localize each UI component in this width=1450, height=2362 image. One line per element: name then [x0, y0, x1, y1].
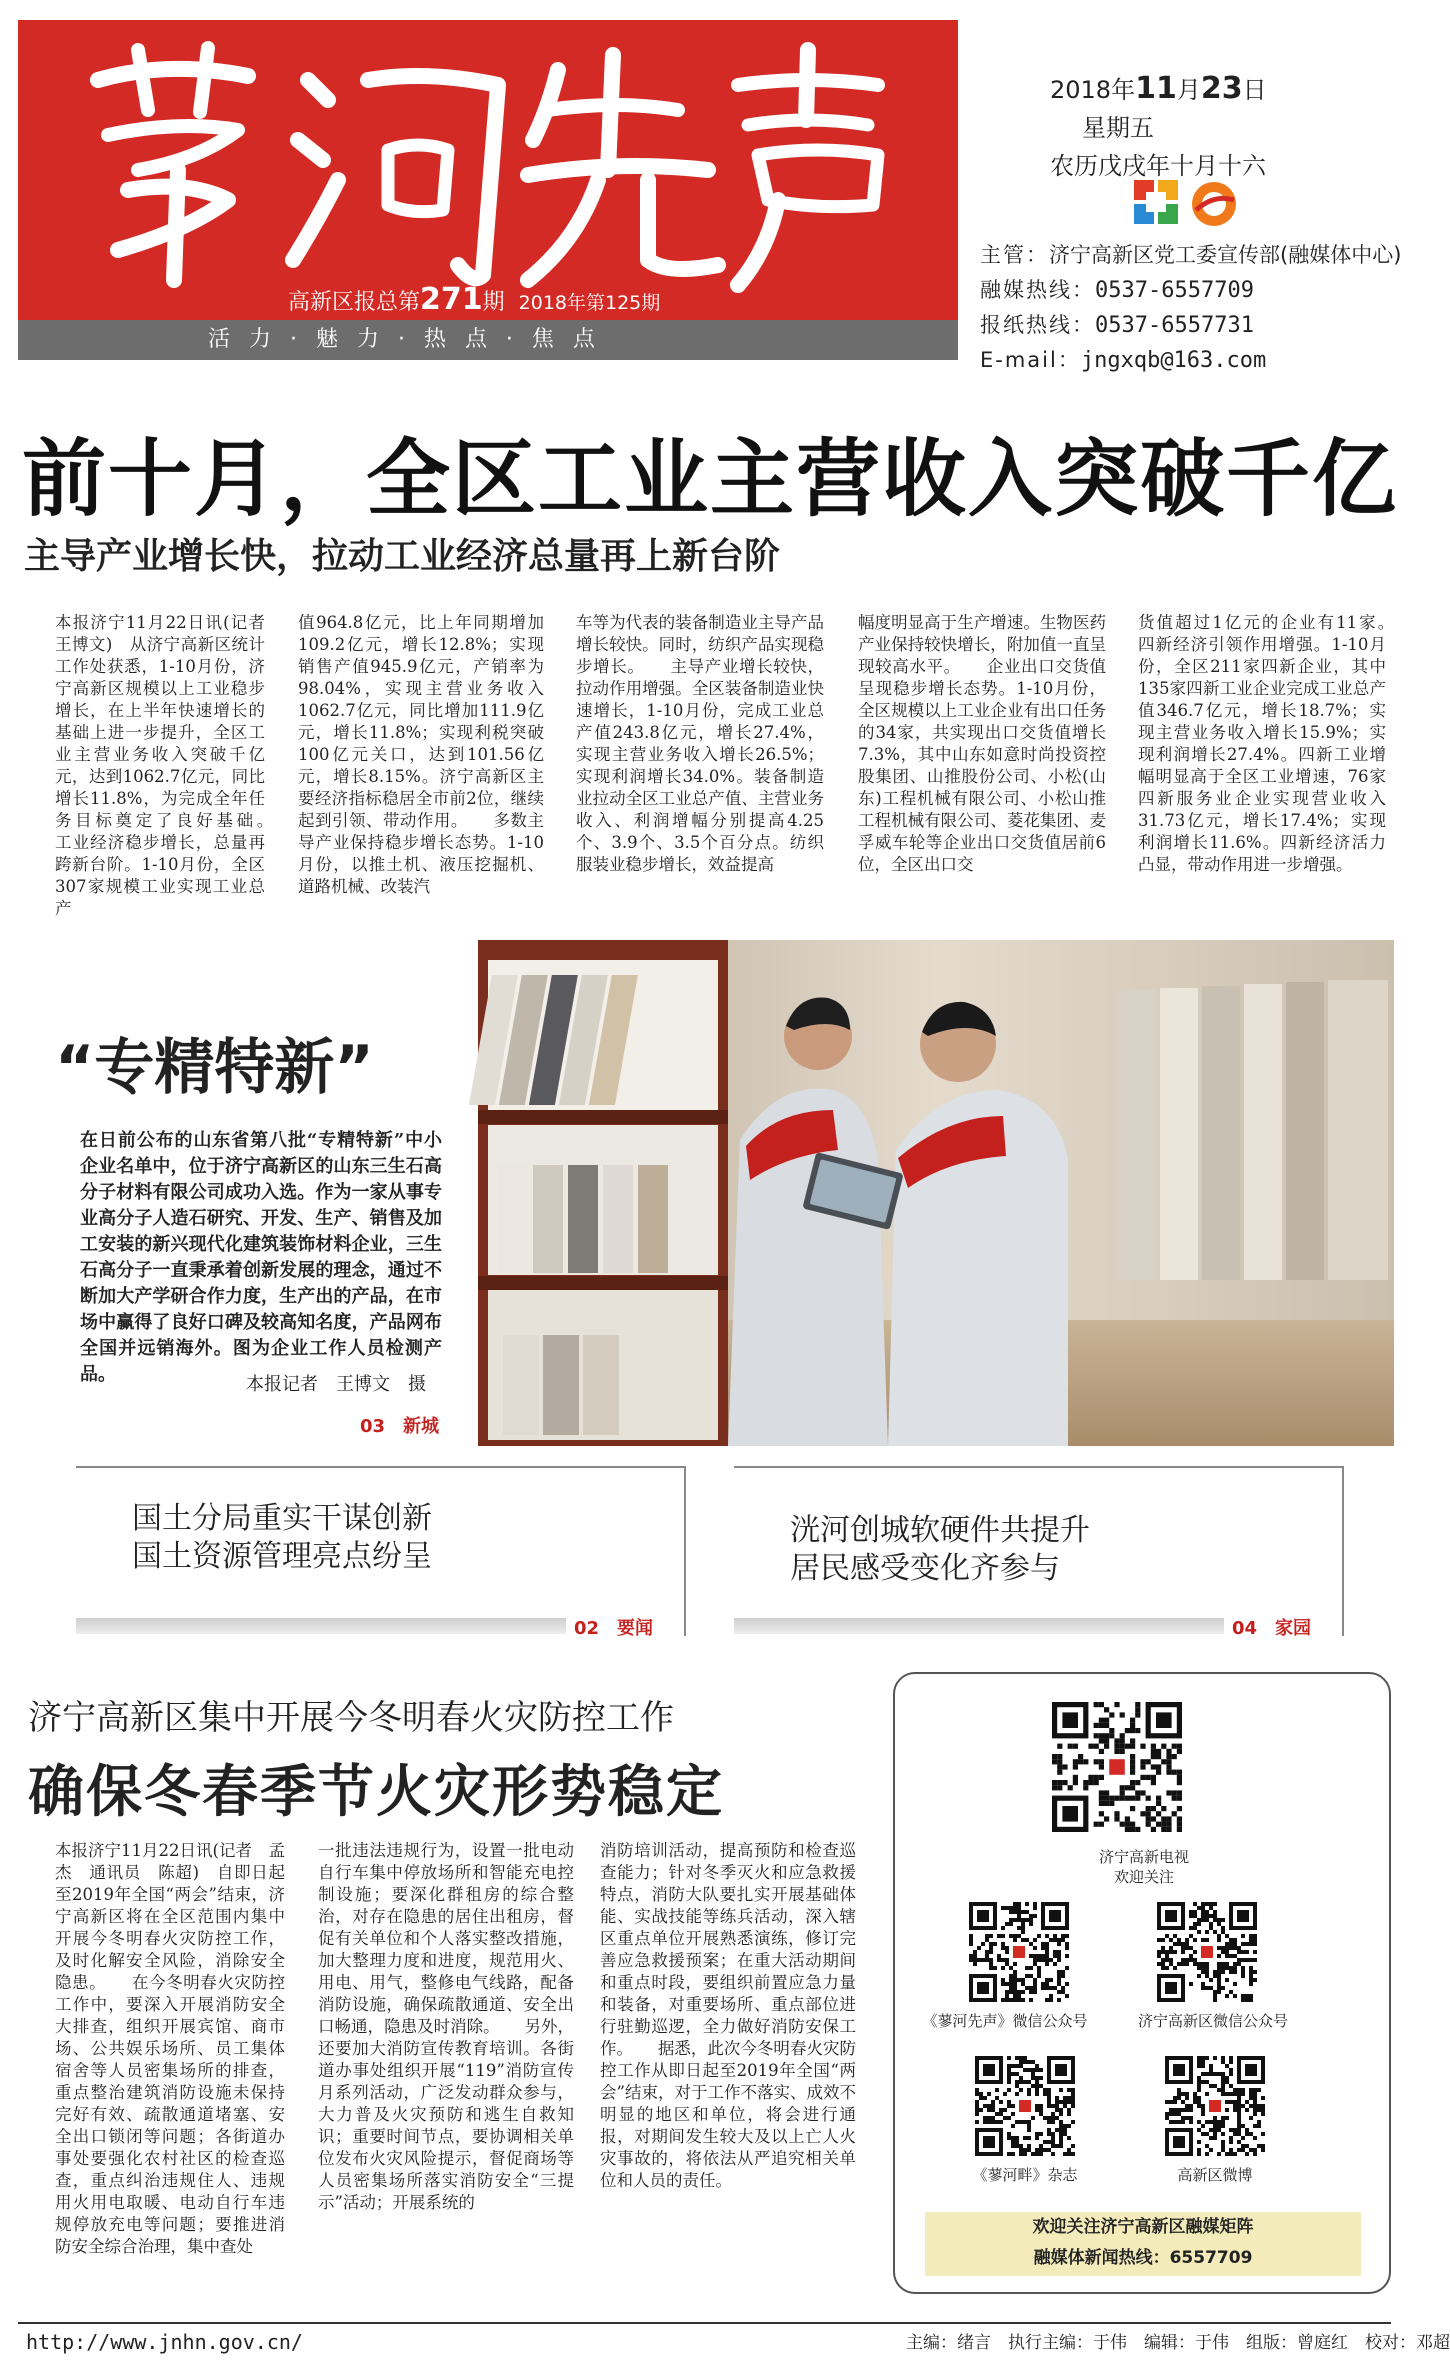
news-hotline: 报纸热线：0537-6557731	[980, 313, 1254, 338]
teaser-land-bureau[interactable]	[76, 1466, 686, 1639]
qr-code-icon[interactable]	[975, 2056, 1075, 2156]
lead-headline: 前十月，全区工业主营收入突破千亿	[22, 430, 1399, 528]
hi-tech-logo	[1192, 182, 1236, 226]
feature-photo	[478, 940, 1394, 1446]
lunar-date: 农历戊戌年十月十六	[1050, 152, 1266, 180]
fire-column-1: 本报济宁11月22日讯(记者 孟杰 通讯员 陈超) 自即日起至2019年全国“两会”结束，济宁高新区将在全区范围内集中开展今冬明春火灾防控工作，及时化解安全风险，消除安全隐患。 在今冬明春火灾防控工作中，要深入开展消防安全大排查，组织开展宾馆、商市场、公共娱乐场所、员工集体宿舍等人员密集场所的排查，重点整治建筑消防设施未保持完好有效、疏散通道堵塞、安全出口锁闭等问题；各街道办事处要强化农村社区的检查巡查，重点纠治违规住人、违规用火用电取暖、电动自行车违规停放充电等问题；要推进消防安全综合治理，集中查处	[55, 1841, 285, 2256]
sample-shelf	[469, 940, 728, 1446]
teaser-bar	[734, 1618, 1224, 1634]
fire-column-2: 一批违法违规行为，设置一批电动自行车集中停放场所和智能充电控制设施；要深化群租房的综合整治，对存在隐患的居住出租房，督促有关单位和个人落实整改措施，加大整理力度和进度，规范用火、用电、用气，整修电气线路，配备消防设施，确保疏散通道、安全出口畅通，隐患及时消除。 另外，还要加大消防宣传教育培训。各街道办事处组织开展“119”消防宣传月系列活动，广泛发动群众参与，大力普及火灾预防和逃生自救知识；重要时间节点，要协调相关单位发布火灾风险提示，督促商场等人员密集场所落实消防安全“三提示”活动；开展系统的	[318, 1841, 574, 2212]
fire-column-3: 消防培训活动，提高预防和检查巡查能力；针对冬季灭火和应急救援特点，消防大队要扎实开展基础体能、实战技能等练兵活动，深入辖区重点单位开展熟悉演练，修订完善应急救援预案；在重大活动期间和重点时段，要组织前置应急力量和装备，对重要场所、重点部位进行驻勤巡逻，全力做好消防安保工作。 据悉，此次今冬明春火灾防控工作从即日起至2019年全国“两会”结束，对于工作不落实、成效不明显的地区和单位，将会进行通报，对期间发生较大及以上亡人火灾事故的，将依法从严追究相关单位和人员的责任。	[600, 1841, 856, 2190]
issue-date: 2018年11月23日	[1050, 71, 1267, 106]
qr-wx2-label: 济宁高新区微信公众号	[1137, 2012, 1288, 2030]
footer-credits: 主编：绪言 执行主编：于伟 编辑：于伟 组版：曾庭红 校对：邓超	[906, 2333, 1450, 2353]
lead-column-4: 幅度明显高于生产增速。生物医药产业保持较快增长，附加值一直呈现较高水平。 企业出口交货值呈现稳步增长态势。1-10月份，全区规模以上工业企业有出口任务的34家，共实现出口交货值增长7.3%，其中山东如意时尚投资控股集团、山推股份公司、小松(山东)工程机械有限公司、小松山推工程机械有限公司、菱花集团、麦孚威车轮等企业出口交货值居前6位，全区出口交	[858, 613, 1106, 874]
feature-byline: 本报记者 王博文 摄	[246, 1374, 426, 1395]
follow-banner: 欢迎关注济宁高新区融媒矩阵 融媒体新闻热线：6557709	[925, 2212, 1361, 2276]
lead-column-3: 车等为代表的装备制造业主导产品增长较快。同时，纺织产品实现稳步增长。 主导产业增长较快，拉动作用增强。全区装备制造业快速增长，1-10月份，完成工业总产值243.8亿元，增长27.4%，实现主营业务收入增长26.5%；实现利润增长34.0%。装备制造业拉动全区工业总产值、主营业务收入、利润增幅分别提高4.25个、3.9个、3.5个百分点。纺织服装业稳步增长，效益提高	[576, 613, 824, 874]
qr-wx1-label: 《蓼河先声》微信公众号	[922, 2012, 1088, 2030]
media-hotline: 融媒热线：0537-6557709	[980, 278, 1254, 303]
qr-code-icon[interactable]	[1052, 1702, 1182, 1832]
lead-column-5: 货值超过1亿元的企业有11家。 四新经济引领作用增强。1-10月份，全区211家四新企业，其中135家四新工业企业完成工业总产值346.7亿元，增长18.7%；实现主营业务收入增长15.9%；实现利润增长27.4%。四新工业增幅明显高于全区工业增速，76家四新服务业企业实现营业收入31.73亿元，增长17.4%；实现利润增长11.6%。四新经济活力凸显，带动作用进一步增强。	[1138, 613, 1419, 874]
teaser-guanghe[interactable]	[734, 1466, 1344, 1639]
qr-code-icon[interactable]	[1157, 1902, 1257, 2002]
qr-tv-sub: 欢迎关注	[1113, 1868, 1174, 1886]
lead-subhead: 主导产业增长快，拉动工业经济总量再上新台阶	[24, 536, 781, 577]
fire-kicker: 济宁高新区集中开展今冬明春火灾防控工作	[28, 1698, 674, 1738]
fire-headline: 确保冬春季节火灾形势稳定	[28, 1760, 724, 1825]
issue-number: 高新区报总第271期 2018年第125期	[288, 282, 661, 317]
footer-url[interactable]: http://www.jnhn.gov.cn/	[26, 2330, 303, 2354]
sponsor-line: 主管：济宁高新区党工委宣传部(融媒体中心)	[980, 243, 1402, 267]
feature-title: “专精特新”	[55, 1033, 374, 1103]
weekday: 星期五	[1082, 114, 1154, 142]
feature-caption: 在日前公布的山东省第八批“专精特新”中小企业名单中，位于济宁高新区的山东三生石高分子材料有限公司成功入选。作为一家从事专业高分子人造石研究、开发、生产、销售及加工安装的新兴现代化建筑装饰材料企业，三生石高分子一直秉承着创新发展的理念，通过不断加大产学研合作力度，生产出的产品，在市场中赢得了良好口碑及较高知名度，产品网布全国并远销海外。图为企业工作人员检测产品。	[80, 1130, 442, 1385]
rongmei-logo	[1134, 180, 1178, 224]
masthead-slogan: 活 力 · 魅 力 · 热 点 · 焦 点	[18, 320, 958, 360]
email-line: E-mail：jngxqb@163.com	[980, 348, 1267, 373]
date-block	[1050, 70, 1267, 185]
qr-code-panel	[893, 1672, 1391, 2294]
teaser-page-ref: 04 家园	[1232, 1618, 1312, 1639]
qr-mag-label: 《蓼河畔》杂志	[972, 2166, 1078, 2184]
qr-tv-label: 济宁高新电视	[1098, 1848, 1189, 1866]
contact-info	[980, 238, 1401, 378]
qr-code-icon[interactable]	[1165, 2056, 1265, 2156]
teaser-title: 国土分局重实干谋创新 国土资源管理亮点纷呈	[132, 1501, 432, 1574]
qr-weibo-label: 高新区微博	[1177, 2166, 1253, 2184]
feature-page-ref[interactable]: 03 新城	[360, 1416, 440, 1437]
teaser-title: 洸河创城软硬件共提升 居民感受变化齐参与	[790, 1513, 1090, 1586]
qr-code-icon[interactable]	[969, 1902, 1069, 2002]
footer-rule	[18, 2322, 1391, 2324]
calligraphy-logo	[78, 40, 898, 290]
lead-column-1: 本报济宁11月22日讯(记者 王博文) 从济宁高新区统计工作处获悉，1-10月份，济宁高新区规模以上工业稳步增长，在上半年快速增长的基础上进一步提升，全区工业主营业务收入突破千亿元，达到1062.7亿元，同比增长11.8%，为完成全年任务目标奠定了良好基础。 工业经济稳步增长，总量再跨新台阶。1-10月份，全区307家规模工业实现工业总产	[55, 613, 298, 918]
teaser-bar	[76, 1618, 566, 1634]
lead-column-2: 值964.8亿元，比上年同期增加109.2亿元，增长12.8%；实现销售产值945.9亿元，产销率为98.04%，实现主营业务收入1062.7亿元，同比增加111.9亿元，增长11.8%；实现利税突破100亿元关口，达到101.56亿元，增长8.15%。济宁高新区主要经济指标稳居全市前2位，继续起到引领、带动作用。 多数主导产业保持稳步增长态势。1-10月份，以推土机、液压挖掘机、道路机械、改装汽	[298, 613, 544, 896]
teaser-page-ref: 02 要闻	[574, 1618, 654, 1639]
media-logos	[1130, 176, 1240, 232]
masthead	[18, 20, 958, 360]
